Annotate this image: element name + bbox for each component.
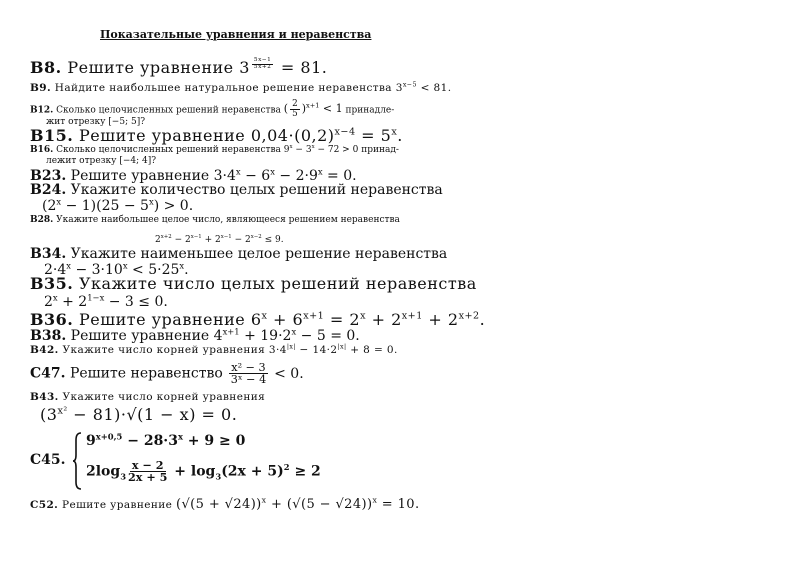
formula bbox=[284, 145, 359, 155]
formula bbox=[176, 497, 419, 512]
system-brace bbox=[72, 432, 82, 490]
formula-text: − 3· bbox=[71, 262, 106, 278]
exponent: x bbox=[148, 196, 154, 207]
formula-base: 4 bbox=[57, 262, 67, 278]
numerator: 2 bbox=[292, 99, 298, 109]
formula-base: 2 bbox=[155, 235, 161, 245]
formula-text: + log bbox=[169, 463, 216, 480]
formula bbox=[251, 126, 403, 145]
formula-text: − 28· bbox=[122, 433, 169, 449]
problem-text: Сколько целочисленных решений неравенства bbox=[56, 145, 281, 155]
numerator: 5x−1 bbox=[253, 57, 272, 63]
problem-b12 bbox=[30, 100, 394, 119]
formula-text: − 72 > 0 bbox=[314, 145, 359, 155]
formula-base: 3 bbox=[395, 82, 403, 94]
problem-b43 bbox=[30, 391, 265, 403]
numerator: x² − 3 bbox=[231, 361, 266, 374]
formula-base: 4 bbox=[213, 328, 223, 344]
formula-base: 2 bbox=[78, 294, 88, 310]
problem-c52 bbox=[30, 495, 420, 513]
formula-text: + bbox=[267, 310, 293, 329]
formula bbox=[155, 235, 284, 245]
formula-base: (0,2) bbox=[294, 126, 335, 145]
exponent: x bbox=[122, 260, 128, 271]
formula-text: = 81. bbox=[275, 58, 328, 78]
formula-base: 3 bbox=[46, 405, 58, 424]
problem-b9 bbox=[30, 82, 451, 94]
denominator: 2x + 5 bbox=[128, 470, 168, 485]
problem-b15 bbox=[30, 127, 403, 145]
formula-text: < 5· bbox=[127, 262, 162, 278]
exponent: x−2 bbox=[250, 234, 262, 240]
problem-b34 bbox=[30, 246, 447, 262]
formula-text: 0,04· bbox=[250, 126, 295, 145]
problem-c45-label: C45. bbox=[30, 452, 66, 468]
problem-b28 bbox=[30, 215, 400, 225]
formula-text: − 14· bbox=[295, 344, 331, 356]
exponent: x bbox=[391, 126, 398, 138]
exponent: x+1 bbox=[305, 101, 320, 110]
problem-b42 bbox=[30, 344, 398, 356]
fraction bbox=[128, 460, 167, 483]
formula-text: − 2· bbox=[274, 168, 309, 184]
problem-label: B24. bbox=[30, 182, 67, 198]
exponent: x bbox=[372, 495, 378, 505]
exponent: x−1 bbox=[190, 234, 202, 240]
formula-base: 2 bbox=[447, 310, 459, 329]
exponent: x+2 bbox=[458, 310, 480, 322]
formula-text: − 3 ≤ 0. bbox=[104, 294, 168, 310]
formula-text: + 8 = 0. bbox=[346, 344, 398, 356]
problem-text: Сколько целочисленных решений неравенства bbox=[56, 105, 281, 116]
exponent: x bbox=[177, 431, 183, 442]
fraction bbox=[229, 362, 267, 385]
problem-label: B36. bbox=[30, 310, 74, 329]
formula bbox=[227, 361, 304, 387]
formula-base: 2 bbox=[391, 310, 402, 329]
formula-base: 5 bbox=[140, 198, 149, 214]
formula-base: 2 bbox=[44, 294, 53, 310]
problem-label: C47. bbox=[30, 365, 66, 382]
denominator: 5x+2 bbox=[253, 63, 272, 70]
formula-base: (√(5 + √24)) bbox=[176, 497, 262, 512]
formula-text: 3· bbox=[213, 168, 227, 184]
formula-base: 2 bbox=[215, 235, 221, 245]
exponent: x−4 bbox=[334, 126, 356, 138]
numerator: x − 2 bbox=[131, 458, 164, 472]
exponent: x bbox=[235, 166, 241, 177]
formula-base: (2x + 5) bbox=[221, 463, 284, 480]
formula-text: ( bbox=[40, 405, 47, 424]
exponent bbox=[250, 59, 275, 70]
formula bbox=[86, 433, 245, 449]
problem-label: B23. bbox=[30, 168, 67, 184]
problem-text: Решите уравнение bbox=[70, 328, 210, 344]
formula-text: . bbox=[479, 310, 486, 329]
problem-text: Укажите число корней уравнения bbox=[62, 391, 266, 403]
formula-text: + bbox=[422, 310, 448, 329]
exponent: x² bbox=[57, 405, 68, 417]
fraction bbox=[290, 100, 300, 119]
formula-text: ≤ 9. bbox=[261, 235, 284, 245]
formula-text: 2log bbox=[86, 463, 121, 480]
problem-text: Укажите число целых решений неравенства bbox=[78, 274, 477, 293]
formula-base: 6 bbox=[292, 310, 304, 329]
exponent: x bbox=[56, 196, 62, 207]
problem-text: Решите уравнение bbox=[70, 168, 210, 184]
problem-label: C52. bbox=[30, 499, 59, 511]
problem-b35 bbox=[30, 275, 477, 293]
formula-base: 2 bbox=[245, 235, 251, 245]
exponent: x bbox=[311, 144, 315, 150]
exponent: |x| bbox=[337, 343, 347, 351]
problem-b38 bbox=[30, 328, 360, 344]
formula-base: 6 bbox=[261, 168, 271, 184]
formula-text: = bbox=[355, 126, 381, 145]
formula bbox=[251, 310, 485, 329]
exponent: x bbox=[360, 310, 366, 322]
formula-text: ) > 0. bbox=[153, 198, 194, 214]
page-title: Показательные уравнения и неравенства bbox=[100, 28, 372, 41]
exponent: x+2 bbox=[160, 234, 172, 240]
subscript: 3 bbox=[120, 471, 127, 482]
problem-text: Укажите наибольшее целое число, являющееся решением неравенства bbox=[56, 215, 400, 225]
problem-label: B38. bbox=[30, 328, 67, 344]
problem-text: Решите уравнение bbox=[78, 126, 246, 145]
formula-text: − 1)(25 − bbox=[61, 198, 141, 214]
exponent: x+1 bbox=[222, 326, 240, 337]
formula bbox=[40, 406, 237, 424]
formula-text: ≥ 2 bbox=[289, 463, 321, 480]
subscript: 3 bbox=[215, 471, 222, 482]
formula bbox=[86, 460, 321, 483]
formula-base: 2 bbox=[47, 198, 57, 214]
formula-base: 2 bbox=[185, 235, 191, 245]
problem-label: B34. bbox=[30, 246, 67, 262]
problem-text: Решите уравнение bbox=[78, 310, 246, 329]
problem-b16-line2: лежит отрезку [−4; 4]? bbox=[46, 156, 157, 166]
problem-b8 bbox=[30, 58, 327, 77]
exponent: x bbox=[179, 260, 185, 271]
exponent: 2 bbox=[283, 462, 290, 473]
problem-text: Решите неравенство bbox=[69, 365, 223, 382]
problem-label: B9. bbox=[30, 82, 52, 94]
formula-text: + bbox=[266, 497, 287, 512]
exponent: x bbox=[261, 310, 268, 322]
exponent: 1−x bbox=[87, 292, 105, 303]
formula-text: + 19· bbox=[239, 328, 283, 344]
formula bbox=[214, 328, 360, 344]
formula-base: 2 bbox=[282, 328, 292, 344]
exponent: x bbox=[261, 495, 267, 505]
problem-text-cont: принадле- bbox=[345, 105, 395, 116]
fraction bbox=[252, 58, 273, 71]
problem-b36 bbox=[30, 311, 485, 329]
formula-base: 2 bbox=[330, 344, 338, 356]
formula-text: − 81)·√(1 − x) = 0. bbox=[67, 405, 238, 424]
exponent: x+1 bbox=[303, 310, 325, 322]
formula-text: ( bbox=[42, 198, 48, 214]
formula-text: = bbox=[324, 310, 350, 329]
problem-label: B35. bbox=[30, 274, 74, 293]
problem-label: B42. bbox=[30, 344, 59, 356]
formula-text: = 10. bbox=[377, 497, 420, 512]
problem-label: B43. bbox=[30, 391, 59, 403]
formula-base: 9 bbox=[283, 145, 290, 155]
problem-label: B16. bbox=[30, 145, 54, 155]
formula bbox=[269, 344, 398, 356]
exponent: x+0,5 bbox=[95, 431, 123, 442]
formula-base: 6 bbox=[250, 310, 262, 329]
formula-text: ( bbox=[283, 102, 289, 116]
problem-text: Укажите количество целых решений неравенства bbox=[70, 182, 443, 198]
problem-text: Найдите наибольшее натуральное решение неравенства bbox=[54, 82, 392, 94]
denominator: 3ˣ − 4 bbox=[230, 373, 267, 387]
exponent: x bbox=[291, 326, 297, 337]
formula-text: + bbox=[57, 294, 79, 310]
formula-text: − bbox=[171, 235, 185, 245]
problem-c47 bbox=[30, 362, 304, 385]
exponent: x−5 bbox=[402, 81, 417, 89]
formula-text: . bbox=[397, 126, 403, 145]
formula-base: 4 bbox=[279, 344, 287, 356]
formula-base: 25 bbox=[161, 262, 180, 278]
formula-base: 9 bbox=[86, 433, 96, 449]
formula-base: 9 bbox=[308, 168, 318, 184]
problem-label: B28. bbox=[30, 215, 54, 225]
denominator: 5 bbox=[292, 108, 298, 119]
exponent: x bbox=[66, 260, 72, 271]
exponent: x bbox=[270, 166, 275, 177]
problem-text: Решите уравнение bbox=[67, 58, 234, 78]
formula-text: < 0. bbox=[269, 365, 304, 382]
formula-base: 4 bbox=[227, 168, 236, 184]
formula-base: 3 bbox=[239, 58, 250, 78]
formula-text: + 9 ≥ 0 bbox=[182, 433, 246, 449]
problem-text: Укажите число корней уравнения bbox=[62, 344, 266, 356]
formula-text: − bbox=[292, 145, 306, 155]
formula-text: ) bbox=[301, 102, 306, 116]
problem-text: Укажите наименьшее целое решение неравенства bbox=[70, 246, 448, 262]
exponent: x+1 bbox=[401, 310, 423, 322]
formula-text: + bbox=[365, 310, 392, 329]
formula-base: 10 bbox=[105, 262, 123, 278]
problem-text: Решите уравнение bbox=[61, 499, 173, 511]
exponent: |x| bbox=[286, 343, 296, 351]
problem-label: B12. bbox=[30, 105, 54, 116]
formula-base: 5 bbox=[380, 126, 392, 145]
exponent: x bbox=[317, 166, 323, 177]
problem-b12-line2: жит отрезку [−5; 5]? bbox=[46, 117, 146, 127]
formula-text: − 5 = 0. bbox=[296, 328, 360, 344]
problem-text-cont: принад- bbox=[361, 145, 399, 155]
formula bbox=[42, 198, 193, 214]
problem-label: B8. bbox=[30, 58, 62, 78]
formula-text: + bbox=[201, 235, 215, 245]
formula-text: − bbox=[240, 168, 262, 184]
formula bbox=[283, 99, 343, 119]
formula-text: . bbox=[184, 262, 189, 278]
formula-text: 3· bbox=[268, 344, 280, 356]
formula bbox=[396, 82, 452, 94]
formula-text: 2· bbox=[44, 262, 58, 278]
formula-text: < 81. bbox=[416, 82, 452, 94]
formula-text: − bbox=[231, 235, 245, 245]
formula bbox=[44, 294, 168, 310]
exponent: x bbox=[52, 292, 58, 303]
problem-b24 bbox=[30, 182, 443, 198]
formula-text: < 1 bbox=[319, 102, 343, 116]
formula-base: 3 bbox=[305, 145, 312, 155]
formula-text: = 0. bbox=[322, 168, 357, 184]
formula bbox=[239, 58, 327, 77]
formula-base: (√(5 − √24)) bbox=[286, 497, 373, 512]
exponent: x bbox=[289, 144, 293, 150]
formula-base: 2 bbox=[349, 310, 361, 329]
exponent: x−1 bbox=[220, 234, 232, 240]
problem-b16 bbox=[30, 145, 399, 155]
brace-path bbox=[73, 433, 81, 489]
problem-label: B15. bbox=[30, 126, 74, 145]
formula-base: 3 bbox=[168, 433, 178, 449]
